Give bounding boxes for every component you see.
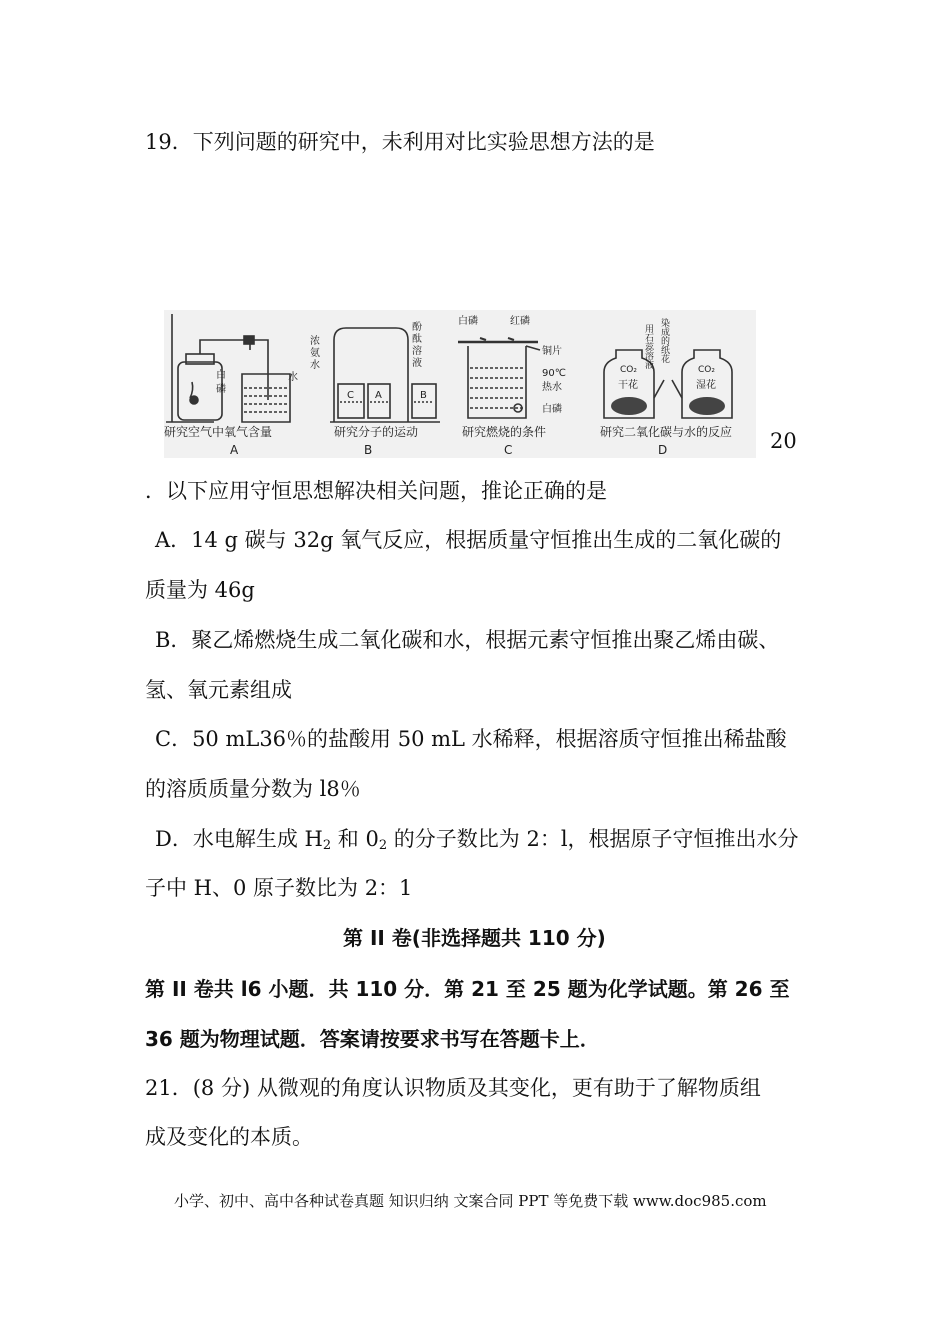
q21-line2: 成及变化的本质。 xyxy=(145,1125,313,1149)
b-label-nong: 浓 xyxy=(310,336,320,347)
q20-option-c-line2: 的溶质质量分数为 l8％ xyxy=(145,777,361,801)
c-label-bailin2: 白磷 xyxy=(542,404,562,415)
q21-line1: 21．(8 分) 从微观的角度认识物质及其变化，更有助于了解物质组 xyxy=(145,1076,761,1100)
b-label-an: 氨 xyxy=(310,348,320,359)
d-label-co2b: CO₂ xyxy=(698,365,715,375)
a-label-lin: 磷 xyxy=(216,384,226,395)
a-label-water: 水 xyxy=(288,372,298,383)
b-beaker-c: C xyxy=(347,390,354,401)
q20-option-a-line1: A．14 g 碳与 32g 氧气反应，根据质量守恒推出生成的二氧化碳的 xyxy=(155,528,782,552)
q20-stem: ．以下应用守恒思想解决相关问题，推论正确的是 xyxy=(145,479,607,503)
part2-instructions-line2: 36 题为物理试题．答案请按要求书写在答题卡上． xyxy=(145,1027,600,1051)
q20-option-b-line2: 氢、氧元素组成 xyxy=(145,678,292,702)
b-label-ye: 液 xyxy=(412,358,422,369)
c-label-bailin: 白磷 xyxy=(458,316,478,327)
letter-d: D xyxy=(658,443,668,457)
b-beaker-b: B xyxy=(420,390,427,401)
d-label-ganhua: 干花 xyxy=(618,380,638,391)
b-beaker-a: A xyxy=(375,390,382,401)
q20-option-d-line2: 子中 H、0 原子数比为 2：1 xyxy=(145,876,413,900)
letter-c: C xyxy=(504,443,513,457)
d-label-shihua: 湿花 xyxy=(696,380,716,391)
q20-option-b-line1: B．聚乙烯燃烧生成二氧化碳和水，根据元素守恒推出聚乙烯由碳、 xyxy=(155,628,780,652)
d-label-co2a: CO₂ xyxy=(620,365,637,375)
b-label-fen: 酚 xyxy=(412,322,422,333)
letter-a: A xyxy=(230,443,239,457)
q19-stem: 19．下列问题的研究中，未利用对比实验思想方法的是 xyxy=(145,130,655,154)
d-wet-flower xyxy=(689,397,725,415)
caption-b: 研究分子的运动 xyxy=(334,425,419,439)
b-label-shui: 水 xyxy=(310,360,320,371)
a-label-bai: 白 xyxy=(216,370,226,381)
q20-option-c-line1: C．50 mL36％的盐酸用 50 mL 水稀释，根据溶质守恒推出稀盐酸 xyxy=(155,727,787,751)
caption-c: 研究燃烧的条件 xyxy=(462,425,547,439)
c-label-reshui: 热水 xyxy=(542,382,562,393)
apparatus-c xyxy=(458,338,540,418)
part2-title: 第 II 卷(非选择题共 110 分) xyxy=(343,926,606,950)
apparatus-b xyxy=(330,328,440,422)
caption-a: 研究空气中氧气含量 xyxy=(164,425,273,439)
letter-b: B xyxy=(364,443,373,457)
d-label-vert2: 染成的纸花 xyxy=(659,318,669,363)
page-footer: 小学、初中、高中各种试卷真题 知识归纳 文案合同 PPT 等免费下载 www.doc985.com xyxy=(174,1192,767,1210)
q20-option-d-line1: D．水电解生成 $H_2$ 和 $0_2$ 的分子数比为 2：l，根据原子守恒推出水分 xyxy=(155,827,799,853)
d-label-vert1: 用石蕊溶液 xyxy=(643,324,653,369)
experiment-figure xyxy=(164,310,756,458)
b-label-rong: 溶 xyxy=(412,346,422,357)
c-label-honglin: 红磷 xyxy=(510,316,530,327)
part2-instructions-line1: 第 II 卷共 l6 小题．共 110 分．第 21 至 25 题为化学试题。第 26 至 xyxy=(145,977,790,1001)
q20-option-a-line2: 质量为 46g xyxy=(145,578,255,602)
d-dry-flower xyxy=(611,397,647,415)
c-label-temp: 90℃ xyxy=(542,368,566,379)
q20-number: 20 xyxy=(770,429,797,453)
apparatus-a xyxy=(166,314,290,422)
b-label-tai: 酞 xyxy=(412,334,422,345)
caption-d: 研究二氧化碳与水的反应 xyxy=(600,425,733,439)
c-label-tongpian: 铜片 xyxy=(542,346,562,357)
